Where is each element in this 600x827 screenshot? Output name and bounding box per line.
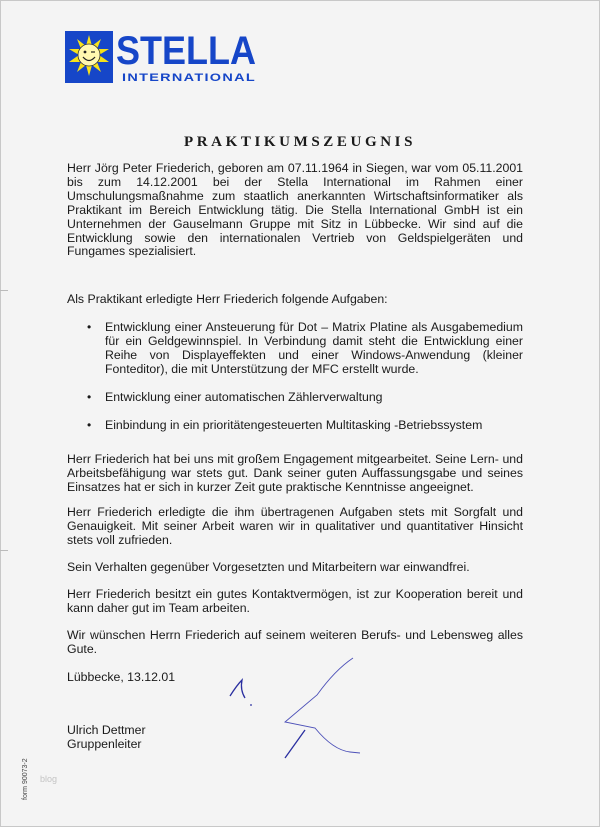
performance-paragraph: Herr Friederich erledigte die ihm übertragenen Aufgaben stets mit Sorgfalt und Genauigkeit. Mit seiner Arbeit waren wir in qualitativer und quantitativer Hinsicht stets voll zufrieden. [67,505,523,547]
fold-mark [0,550,8,551]
teamwork-paragraph: Herr Friederich besitzt ein gutes Kontaktvermögen, ist zur Kooperation bereit und kann daher gut im Team arbeiten. [67,587,523,615]
fold-mark [0,290,8,291]
bullet-icon: • [87,390,92,404]
bullet-icon: • [87,320,92,334]
signatory-role: Gruppenleiter [67,737,142,751]
watermark: blog [40,774,58,784]
bullet-icon: • [87,418,92,432]
signatory-name: Ulrich Dettmer [67,723,146,737]
wishes-paragraph: Wir wünschen Herrn Friederich auf seinem weiteren Berufs- und Lebensweg alles Gute. [67,628,523,656]
form-number: form 90073-2 [22,758,29,800]
signature [225,650,365,760]
task-item: Entwicklung einer Ansteuerung für Dot – Matrix Platine als Ausgabemedium für ein Geldgewinnspiel. In Verbindung damit steht die Entwicklung einer Reihe von Displayeffekten und einer Windows-Anwendung (kleiner Fonteditor), die mit Unterstützung der MFC erstellt wurde. [105,320,523,376]
stella-international-logo [65,31,257,83]
task-item: Entwicklung einer automatischen Zählerverwaltung [105,390,383,404]
svg-text:INTERNATIONAL: INTERNATIONAL [122,72,256,83]
place-date: Lübbecke, 13.12.01 [67,670,176,684]
engagement-paragraph: Herr Friederich hat bei uns mit großem Engagement mitgearbeitet. Seine Lern- und Arbeitsbefähigung war stets gut. Dank seiner guten Auffassungsgabe und seines Einsatzes hat er sich in kurzer Zeit gute praktische Kenntnisse angeeignet. [67,452,523,494]
intro-paragraph: Herr Jörg Peter Friederich, geboren am 07.11.1964 in Siegen, war vom 05.11.2001 bis zum 14.12.2001 bei der Stella International im Rahmen einer Umschulungsmaßnahme zum staatlich anerkannten Wirtschaftsinformatiker als Praktikant im Bereich Entwicklung tätig. Die Stella International GmbH ist ein Unternehmen der Gauselmann Gruppe mit Sitz in Lübbecke. Wir sind auf die Entwicklung sowie den internationalen Vertrieb von Geldspielgeräten und Fungames spezialisiert. [67,161,523,259]
svg-text:STELLA: STELLA [116,31,256,73]
task-item: Einbindung in ein prioritätengesteuerten Multitasking -Betriebssystem [105,418,483,432]
document-title: PRAKTIKUMSZEUGNIS [183,134,417,150]
tasks-intro: Als Praktikant erledigte Herr Friederich folgende Aufgaben: [67,292,388,306]
behavior-paragraph: Sein Verhalten gegenüber Vorgesetzten und Mitarbeitern war einwandfrei. [67,560,470,574]
